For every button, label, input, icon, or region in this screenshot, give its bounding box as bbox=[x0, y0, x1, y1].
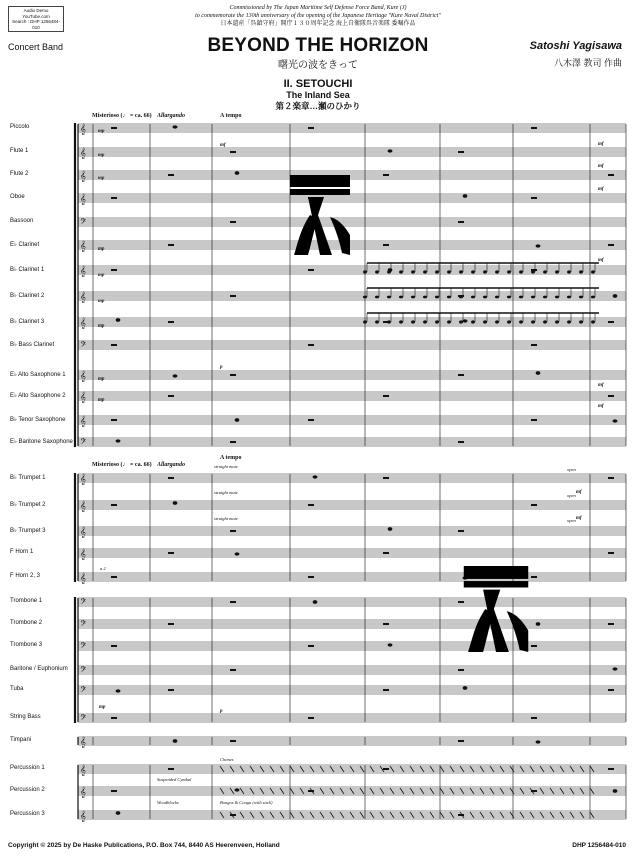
dynamic-mark: mf bbox=[598, 383, 604, 388]
instrument-label: B♭ Tenor Saxophone bbox=[10, 417, 66, 423]
clef-glyph: 𝄞 bbox=[80, 194, 86, 205]
note-head bbox=[459, 271, 463, 274]
note-head bbox=[116, 318, 121, 321]
clef-glyph: 𝄢 bbox=[80, 438, 87, 449]
instrument-label: String Bass bbox=[10, 714, 41, 720]
movement-jp: 第２楽章…瀬のひかり bbox=[275, 101, 361, 111]
rest-mark bbox=[111, 717, 117, 719]
note-head bbox=[483, 321, 487, 324]
dynamic-mark: mf bbox=[598, 142, 604, 147]
instrument-label: Percussion 3 bbox=[10, 811, 45, 817]
rest-mark bbox=[168, 768, 174, 770]
rest-mark bbox=[168, 477, 174, 479]
rest-mark bbox=[531, 645, 537, 647]
instrument-label: Trombone 2 bbox=[10, 620, 43, 626]
clef-glyph: 𝄞 bbox=[80, 266, 86, 277]
note-head bbox=[536, 371, 541, 374]
note-head bbox=[463, 194, 468, 197]
instrument-label: E♭ Clarinet bbox=[10, 242, 40, 248]
rest-mark bbox=[308, 504, 314, 506]
note-head bbox=[591, 321, 595, 324]
clef-glyph: 𝄞 bbox=[80, 527, 86, 538]
clef-glyph: 𝄢 bbox=[80, 686, 87, 697]
note-head bbox=[463, 319, 468, 322]
clef-glyph: 𝄢 bbox=[80, 341, 87, 352]
clef-glyph: 𝄢 bbox=[80, 714, 87, 725]
rest-mark bbox=[111, 790, 117, 792]
rest-mark bbox=[230, 295, 236, 297]
note-head bbox=[471, 296, 475, 299]
note-head bbox=[591, 296, 595, 299]
clef-glyph: 𝄞 bbox=[80, 549, 86, 560]
dynamic-mark: mf bbox=[576, 490, 582, 495]
rest-mark bbox=[458, 221, 464, 223]
note-head bbox=[363, 296, 367, 299]
note-head bbox=[116, 439, 121, 442]
instrument-label: E♭ Alto Saxophone 2 bbox=[10, 393, 66, 399]
note-head bbox=[411, 296, 415, 299]
instrument-label: Trombone 3 bbox=[10, 642, 43, 648]
clef-glyph: 𝄞 bbox=[80, 787, 86, 798]
dynamic-mark: mf bbox=[576, 516, 582, 521]
open-text-1: open bbox=[567, 467, 576, 472]
note-head bbox=[543, 296, 547, 299]
commission-line-2: to commemorate the 130th anniversary of the opening of the Japanese Heritage "Kure Naval District" bbox=[195, 13, 441, 19]
instrument-label: Tuba bbox=[10, 686, 24, 692]
clef-glyph: 𝄞 bbox=[80, 811, 86, 822]
piece-subtitle: 曙光の波をきって bbox=[278, 60, 358, 71]
dynamic-mark: mp bbox=[98, 247, 105, 252]
copyright-footer: Copyright © 2025 by De Haske Publications, P.O. Box 744, 8440 AS Heerenveen, Holland bbox=[8, 842, 280, 849]
clef-glyph: 𝄞 bbox=[80, 501, 86, 512]
rest-mark bbox=[168, 244, 174, 246]
rest-mark bbox=[383, 552, 389, 554]
note-head bbox=[519, 296, 523, 299]
rest-mark bbox=[458, 151, 464, 153]
commission-line-1: Commissioned by The Japan Maritime Self Defense Force Band, Kure (J) bbox=[229, 5, 407, 11]
note-head bbox=[363, 321, 367, 324]
note-head bbox=[507, 296, 511, 299]
instrument-label: Trombone 1 bbox=[10, 598, 43, 604]
clef-glyph: 𝄞 bbox=[80, 474, 86, 485]
rest-mark bbox=[383, 689, 389, 691]
note-head bbox=[613, 789, 618, 792]
instrument-label: B♭ Bass Clarinet bbox=[10, 342, 55, 348]
composer: Satoshi Yagisawa bbox=[529, 40, 622, 52]
note-head bbox=[536, 622, 541, 625]
dynamic-mark: mp bbox=[99, 705, 106, 710]
movement-title: II. SETOUCHI bbox=[283, 78, 353, 90]
publisher-logo-watermark-2 bbox=[462, 566, 530, 652]
dynamic-mark: mp bbox=[98, 176, 105, 181]
note-head bbox=[459, 296, 463, 299]
note-head bbox=[579, 271, 583, 274]
clef-glyph: 𝄞 bbox=[80, 148, 86, 159]
rest-mark bbox=[230, 669, 236, 671]
instrument-label: Piccolo bbox=[10, 124, 30, 130]
rest-mark bbox=[111, 419, 117, 421]
piece-title: BEYOND THE HORIZON bbox=[207, 35, 429, 56]
ensemble-label: Concert Band bbox=[8, 42, 64, 52]
clef-glyph: 𝄢 bbox=[80, 666, 87, 677]
allargando-top: Allargando bbox=[157, 113, 186, 119]
rest-mark bbox=[168, 689, 174, 691]
clef-glyph: 𝄞 bbox=[80, 416, 86, 427]
rest-mark bbox=[383, 477, 389, 479]
rest-mark bbox=[608, 623, 614, 625]
note-head bbox=[399, 271, 403, 274]
note-head bbox=[235, 788, 240, 791]
rest-mark bbox=[308, 790, 314, 792]
clef-glyph: 𝄢 bbox=[80, 218, 87, 229]
rest-mark bbox=[458, 441, 464, 443]
rest-mark bbox=[531, 576, 537, 578]
rest-mark bbox=[608, 321, 614, 323]
note-head bbox=[375, 296, 379, 299]
note-head bbox=[579, 321, 583, 324]
note-head bbox=[173, 374, 178, 377]
rest-mark bbox=[230, 814, 236, 816]
note-head bbox=[375, 321, 379, 324]
rest-mark bbox=[458, 740, 464, 742]
instrument-label: Flute 2 bbox=[10, 171, 29, 177]
rest-mark bbox=[383, 174, 389, 176]
rest-mark bbox=[230, 151, 236, 153]
rest-mark bbox=[308, 127, 314, 129]
note-head bbox=[613, 667, 618, 670]
rest-mark bbox=[168, 552, 174, 554]
rest-mark bbox=[531, 419, 537, 421]
note-head bbox=[399, 321, 403, 324]
note-head bbox=[531, 321, 535, 324]
suspended-cymbal-text: Suspended Cymbal bbox=[157, 777, 192, 782]
note-head bbox=[387, 296, 391, 299]
clef-glyph: 𝄞 bbox=[80, 765, 86, 776]
rest-mark bbox=[608, 477, 614, 479]
instrument-label: B♭ Clarinet 1 bbox=[10, 267, 45, 273]
note-head bbox=[313, 475, 318, 478]
note-head bbox=[463, 686, 468, 689]
composer-jp: 八木澤 教司 作曲 bbox=[553, 58, 622, 68]
rest-mark bbox=[308, 344, 314, 346]
note-head bbox=[555, 271, 559, 274]
instrument-label: Oboe bbox=[10, 194, 25, 200]
note-head bbox=[387, 321, 391, 324]
rest-mark bbox=[168, 623, 174, 625]
rest-mark bbox=[111, 344, 117, 346]
tempo-mark-top: Misterioso (♩ = ca. 66) bbox=[92, 113, 152, 119]
note-head bbox=[613, 419, 618, 422]
clef-glyph: 𝄞 bbox=[80, 124, 86, 135]
note-head bbox=[613, 294, 618, 297]
bongos-text: Bongos & Conga (with stick) bbox=[220, 800, 273, 805]
rest-mark bbox=[531, 504, 537, 506]
rest-mark bbox=[308, 717, 314, 719]
rest-mark bbox=[383, 768, 389, 770]
note-head bbox=[423, 321, 427, 324]
dynamic-mark: mf bbox=[220, 143, 226, 148]
dynamic-mark: p bbox=[220, 365, 223, 370]
rest-mark bbox=[608, 244, 614, 246]
instrument-label: B♭ Clarinet 3 bbox=[10, 319, 45, 325]
dynamic-mark: mf bbox=[598, 404, 604, 409]
note-head bbox=[173, 739, 178, 742]
allargando-brass: Allargando bbox=[157, 462, 186, 468]
mute-text-2: straight mute bbox=[214, 490, 238, 495]
note-head bbox=[555, 321, 559, 324]
note-head bbox=[399, 296, 403, 299]
tempo-mark-brass: Misterioso (♩ = ca. 66) bbox=[92, 462, 152, 468]
rest-mark bbox=[608, 768, 614, 770]
instrument-label: Baritone / Euphonium bbox=[10, 666, 68, 672]
rest-mark bbox=[230, 441, 236, 443]
note-head bbox=[567, 321, 571, 324]
publisher-logo-watermark-1 bbox=[290, 175, 350, 255]
note-head bbox=[483, 271, 487, 274]
note-head bbox=[519, 321, 523, 324]
note-head bbox=[543, 271, 547, 274]
clef-glyph: 𝄢 bbox=[80, 598, 87, 609]
instrument-label: E♭ Alto Saxophone 1 bbox=[10, 372, 66, 378]
catalog-code: DHP 1256484-010 bbox=[572, 842, 626, 849]
note-head bbox=[173, 125, 178, 128]
instrument-label: B♭ Trumpet 1 bbox=[10, 475, 46, 481]
dynamic-mark: mp bbox=[98, 129, 105, 134]
rest-mark bbox=[111, 504, 117, 506]
note-head bbox=[567, 271, 571, 274]
note-head bbox=[435, 296, 439, 299]
rest-mark bbox=[168, 174, 174, 176]
note-head bbox=[507, 321, 511, 324]
demo-line-3: Search : DHP 1256484-010 bbox=[12, 19, 60, 30]
clef-glyph: 𝄞 bbox=[80, 392, 86, 403]
clef-glyph: 𝄢 bbox=[80, 642, 87, 653]
rest-mark bbox=[230, 530, 236, 532]
note-head bbox=[435, 271, 439, 274]
clef-glyph: 𝄞 bbox=[80, 318, 86, 329]
dynamic-mark: mp bbox=[98, 377, 105, 382]
rest-mark bbox=[608, 689, 614, 691]
rest-mark bbox=[308, 419, 314, 421]
rest-mark bbox=[383, 244, 389, 246]
clef-glyph: 𝄞 bbox=[80, 371, 86, 382]
rest-mark bbox=[168, 395, 174, 397]
instrument-label: B♭ Clarinet 2 bbox=[10, 293, 45, 299]
dynamic-mark: mp bbox=[98, 324, 105, 329]
note-head bbox=[173, 501, 178, 504]
note-head bbox=[567, 296, 571, 299]
clef-glyph: 𝄞 bbox=[80, 292, 86, 303]
rest-mark bbox=[308, 645, 314, 647]
rest-mark bbox=[531, 127, 537, 129]
note-head bbox=[235, 171, 240, 174]
rest-mark bbox=[111, 269, 117, 271]
rest-mark bbox=[608, 174, 614, 176]
open-text-3: open bbox=[567, 518, 576, 523]
rest-mark bbox=[531, 197, 537, 199]
note-head bbox=[388, 149, 393, 152]
woodblocks-text: Woodblocks bbox=[157, 800, 179, 805]
note-head bbox=[536, 740, 541, 743]
dynamic-mark: mf bbox=[598, 258, 604, 263]
note-head bbox=[483, 296, 487, 299]
instrument-label: B♭ Trumpet 2 bbox=[10, 502, 46, 508]
movement-subtitle: The Inland Sea bbox=[286, 90, 350, 100]
note-head bbox=[116, 811, 121, 814]
note-head bbox=[363, 271, 367, 274]
rest-mark bbox=[111, 127, 117, 129]
note-head bbox=[519, 271, 523, 274]
note-head bbox=[543, 321, 547, 324]
note-head bbox=[423, 271, 427, 274]
note-head bbox=[536, 244, 541, 247]
rest-mark bbox=[111, 645, 117, 647]
instrument-label: Bassoon bbox=[10, 218, 34, 224]
instrument-label: Flute 1 bbox=[10, 148, 29, 154]
rest-mark bbox=[168, 321, 174, 323]
rest-mark bbox=[230, 740, 236, 742]
open-text-2: open bbox=[567, 493, 576, 498]
instrument-label: E♭ Baritone Saxophone bbox=[10, 439, 73, 445]
dynamic-mark: mp bbox=[98, 398, 105, 403]
note-head bbox=[495, 321, 499, 324]
demo-line-1: Audio Demo bbox=[23, 8, 49, 13]
instrument-label: F Horn 2, 3 bbox=[10, 573, 41, 579]
note-head bbox=[591, 271, 595, 274]
rest-mark bbox=[458, 814, 464, 816]
rest-mark bbox=[230, 221, 236, 223]
dynamic-mark: mp bbox=[98, 299, 105, 304]
rest-mark bbox=[458, 530, 464, 532]
note-head bbox=[555, 296, 559, 299]
note-head bbox=[579, 296, 583, 299]
note-head bbox=[235, 418, 240, 421]
dynamic-mark: mf bbox=[598, 187, 604, 192]
rest-mark bbox=[458, 669, 464, 671]
note-head bbox=[447, 296, 451, 299]
note-head bbox=[375, 271, 379, 274]
note-head bbox=[388, 643, 393, 646]
note-head bbox=[235, 552, 240, 555]
note-head bbox=[387, 271, 391, 274]
note-head bbox=[435, 321, 439, 324]
dynamic-mark: mp bbox=[98, 273, 105, 278]
dynamic-mark: p bbox=[220, 709, 223, 714]
demo-line-2: YouTube.com bbox=[22, 13, 50, 19]
rest-mark bbox=[230, 601, 236, 603]
note-head bbox=[447, 321, 451, 324]
rest-mark bbox=[531, 717, 537, 719]
commission-line-3: 日本遺産「呉鎮守府」開庁１３０周年記念 海上自衛隊呉音楽隊 委嘱作品 bbox=[220, 21, 416, 27]
note-head bbox=[531, 296, 535, 299]
a2-text: a 2 bbox=[100, 566, 106, 571]
note-head bbox=[388, 527, 393, 530]
note-head bbox=[116, 689, 121, 692]
note-head bbox=[507, 271, 511, 274]
rest-mark bbox=[531, 269, 537, 271]
rest-mark bbox=[308, 576, 314, 578]
rest-mark bbox=[608, 395, 614, 397]
note-head bbox=[313, 600, 318, 603]
rest-mark bbox=[531, 344, 537, 346]
mute-text-3: straight mute bbox=[214, 516, 238, 521]
note-head bbox=[411, 271, 415, 274]
rest-mark bbox=[308, 269, 314, 271]
clef-glyph: 𝄞 bbox=[80, 573, 86, 584]
rest-mark bbox=[111, 576, 117, 578]
note-head bbox=[423, 296, 427, 299]
clef-glyph: 𝄞 bbox=[80, 171, 86, 182]
dynamic-mark: mf bbox=[598, 164, 604, 169]
note-head bbox=[531, 271, 535, 274]
instrument-label: Percussion 2 bbox=[10, 787, 45, 793]
clef-glyph: 𝄞 bbox=[80, 241, 86, 252]
rest-mark bbox=[383, 623, 389, 625]
a-tempo-brass: A tempo bbox=[220, 455, 242, 461]
dynamic-mark: mp bbox=[98, 153, 105, 158]
note-head bbox=[495, 296, 499, 299]
instrument-label: B♭ Trumpet 3 bbox=[10, 528, 46, 534]
clef-glyph: 𝄢 bbox=[80, 620, 87, 631]
rest-mark bbox=[383, 395, 389, 397]
note-head bbox=[459, 321, 463, 324]
rest-mark bbox=[608, 552, 614, 554]
note-head bbox=[411, 321, 415, 324]
note-head bbox=[495, 271, 499, 274]
rest-mark bbox=[111, 197, 117, 199]
clef-glyph: 𝄞 bbox=[80, 737, 86, 748]
note-head bbox=[471, 271, 475, 274]
instrument-label: Percussion 1 bbox=[10, 765, 45, 771]
rest-mark bbox=[230, 374, 236, 376]
mute-text-1: straight mute bbox=[214, 464, 238, 469]
a-tempo-top: A tempo bbox=[220, 113, 242, 119]
chimes-text: Chimes bbox=[220, 757, 234, 762]
note-head bbox=[447, 271, 451, 274]
instrument-label: Timpani bbox=[10, 737, 32, 743]
rest-mark bbox=[458, 374, 464, 376]
note-head bbox=[471, 321, 475, 324]
instrument-label: F Horn 1 bbox=[10, 549, 34, 555]
